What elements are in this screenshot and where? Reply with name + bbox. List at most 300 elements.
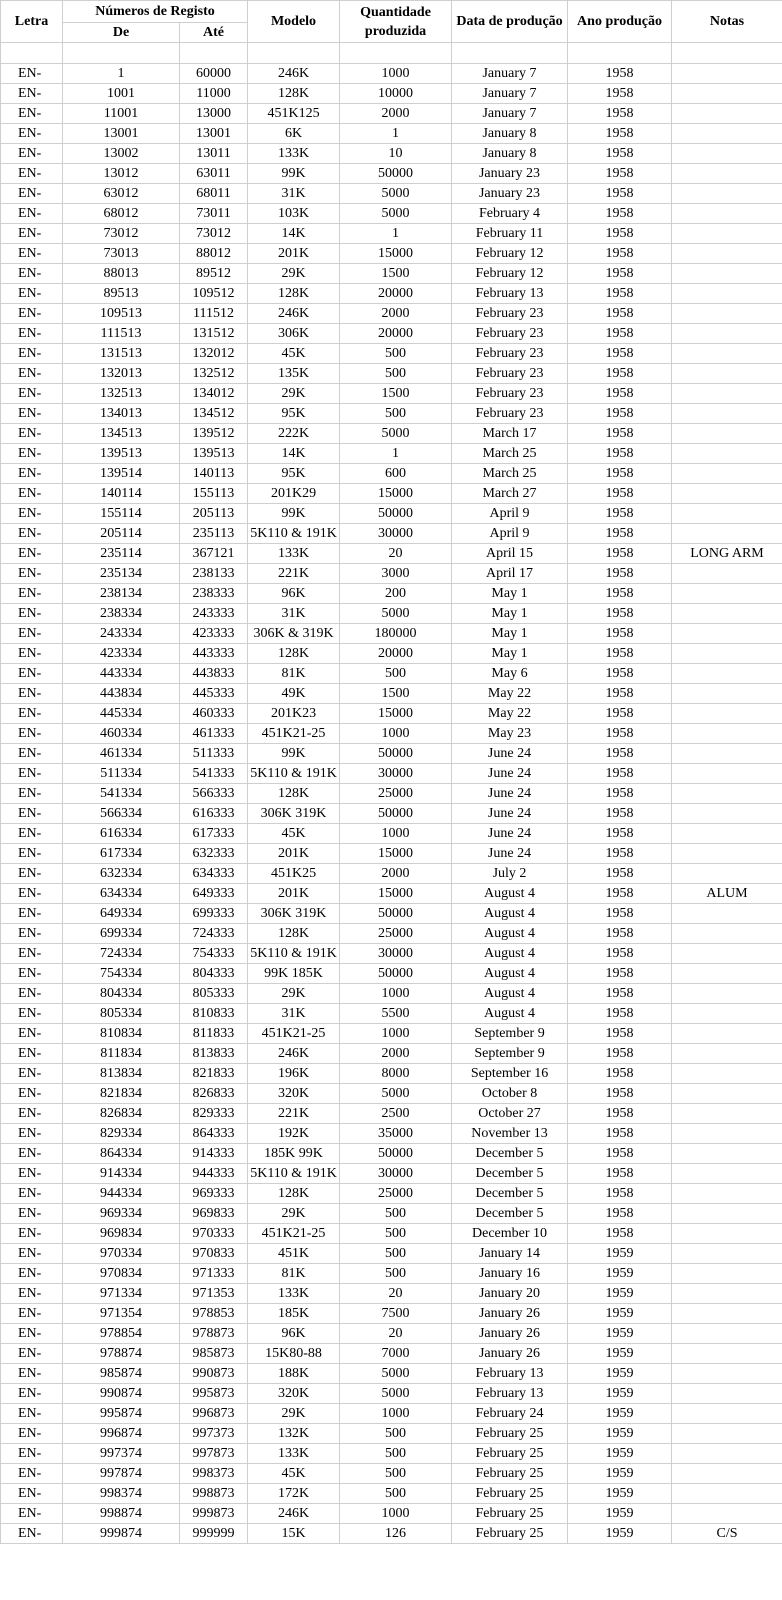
cell-modelo: 99K (248, 744, 340, 764)
cell-quantidade: 1000 (340, 1024, 452, 1044)
cell-ate: 443333 (180, 644, 248, 664)
cell-notas (672, 684, 782, 704)
header-notas: Notas (672, 1, 782, 43)
cell-data: January 7 (452, 104, 568, 124)
cell-de: 997874 (63, 1464, 180, 1484)
cell-quantidade: 600 (340, 464, 452, 484)
cell-ano: 1958 (568, 164, 672, 184)
cell-letra: EN- (1, 844, 63, 864)
cell-ano: 1958 (568, 424, 672, 444)
cell-data: August 4 (452, 1004, 568, 1024)
cell-letra: EN- (1, 684, 63, 704)
cell-quantidade: 30000 (340, 524, 452, 544)
cell-quantidade: 50000 (340, 804, 452, 824)
cell-de: 155114 (63, 504, 180, 524)
cell-quantidade: 30000 (340, 764, 452, 784)
cell-ate: 970333 (180, 1224, 248, 1244)
cell-ate: 132512 (180, 364, 248, 384)
cell-de: 978854 (63, 1324, 180, 1344)
cell-data: December 5 (452, 1204, 568, 1224)
cell-ano: 1958 (568, 544, 672, 564)
cell-de: 944334 (63, 1184, 180, 1204)
table-row (1, 1424, 782, 1444)
cell-data: August 4 (452, 904, 568, 924)
cell-modelo: 201K (248, 844, 340, 864)
cell-data: June 24 (452, 844, 568, 864)
cell-data: October 8 (452, 1084, 568, 1104)
cell-notas (672, 644, 782, 664)
table-row (1, 984, 782, 1004)
cell-ate: 134512 (180, 404, 248, 424)
table-row (1, 1404, 782, 1424)
cell-data: May 1 (452, 624, 568, 644)
cell-modelo: 192K (248, 1124, 340, 1144)
cell-ate: 969333 (180, 1184, 248, 1204)
cell-notas (672, 404, 782, 424)
cell-ano: 1958 (568, 284, 672, 304)
cell-letra: EN- (1, 444, 63, 464)
cell-de: 423334 (63, 644, 180, 664)
cell-data: May 1 (452, 644, 568, 664)
cell-letra: EN- (1, 764, 63, 784)
cell-letra: EN- (1, 1364, 63, 1384)
cell-ano: 1958 (568, 1024, 672, 1044)
cell-quantidade: 5000 (340, 204, 452, 224)
cell-modelo: 96K (248, 1324, 340, 1344)
cell-modelo: 185K (248, 1304, 340, 1324)
cell-ate: 13001 (180, 124, 248, 144)
cell-modelo: 246K (248, 304, 340, 324)
cell-data: May 22 (452, 684, 568, 704)
cell-data: November 13 (452, 1124, 568, 1144)
cell-ano: 1958 (568, 104, 672, 124)
cell-ano: 1958 (568, 704, 672, 724)
cell-letra: EN- (1, 124, 63, 144)
cell-de: 109513 (63, 304, 180, 324)
cell-ate: 978873 (180, 1324, 248, 1344)
cell-ano: 1959 (568, 1264, 672, 1284)
cell-de: 243334 (63, 624, 180, 644)
cell-ano: 1958 (568, 1124, 672, 1144)
cell-ano: 1959 (568, 1504, 672, 1524)
cell-ano: 1958 (568, 564, 672, 584)
cell-data: June 24 (452, 804, 568, 824)
table-row (1, 1064, 782, 1084)
cell-notas (672, 1264, 782, 1284)
cell-notas (672, 984, 782, 1004)
cell-ate: 699333 (180, 904, 248, 924)
cell-notas (672, 184, 782, 204)
cell-de: 864334 (63, 1144, 180, 1164)
cell-modelo: 306K 319K (248, 804, 340, 824)
cell-ano: 1958 (568, 1084, 672, 1104)
cell-letra: EN- (1, 584, 63, 604)
cell-ano: 1958 (568, 324, 672, 344)
cell-ano: 1959 (568, 1364, 672, 1384)
cell-de: 131513 (63, 344, 180, 364)
cell-ano: 1959 (568, 1344, 672, 1364)
cell-quantidade: 20 (340, 1324, 452, 1344)
cell-quantidade: 30000 (340, 944, 452, 964)
cell-modelo: 128K (248, 84, 340, 104)
cell-ate: 829333 (180, 1104, 248, 1124)
cell-modelo: 451K25 (248, 864, 340, 884)
cell-de: 88013 (63, 264, 180, 284)
cell-notas (672, 1284, 782, 1304)
cell-quantidade: 50000 (340, 964, 452, 984)
cell-letra: EN- (1, 864, 63, 884)
cell-notas (672, 64, 782, 84)
cell-modelo: 45K (248, 344, 340, 364)
table-row (1, 1264, 782, 1284)
table-row (1, 1024, 782, 1044)
cell-modelo: 451K (248, 1244, 340, 1264)
table-row (1, 884, 782, 904)
table-row (1, 304, 782, 324)
table-row (1, 1284, 782, 1304)
table-row (1, 944, 782, 964)
table-row (1, 564, 782, 584)
table-row (1, 384, 782, 404)
cell-letra: EN- (1, 1264, 63, 1284)
cell-data: August 4 (452, 944, 568, 964)
cell-notas (672, 324, 782, 344)
cell-de: 541334 (63, 784, 180, 804)
cell-de: 1 (63, 64, 180, 84)
cell-ate: 132012 (180, 344, 248, 364)
cell-quantidade: 20 (340, 544, 452, 564)
cell-quantidade: 1 (340, 124, 452, 144)
table-row (1, 204, 782, 224)
cell-ano: 1958 (568, 1104, 672, 1124)
cell-ano: 1958 (568, 624, 672, 644)
cell-letra: EN- (1, 604, 63, 624)
cell-ate: 617333 (180, 824, 248, 844)
cell-modelo: 31K (248, 184, 340, 204)
cell-ano: 1958 (568, 344, 672, 364)
cell-notas (672, 964, 782, 984)
table-row (1, 724, 782, 744)
cell-ate: 826833 (180, 1084, 248, 1104)
table-row (1, 84, 782, 104)
cell-letra: EN- (1, 1304, 63, 1324)
cell-ano: 1958 (568, 804, 672, 824)
cell-data: January 26 (452, 1324, 568, 1344)
cell-modelo: 31K (248, 1004, 340, 1024)
cell-modelo: 133K (248, 544, 340, 564)
cell-ate: 616333 (180, 804, 248, 824)
cell-quantidade: 15000 (340, 244, 452, 264)
header-numeros-registo: Números de Registo (63, 1, 248, 23)
cell-quantidade: 3000 (340, 564, 452, 584)
cell-ate: 999999 (180, 1524, 248, 1544)
cell-ate: 821833 (180, 1064, 248, 1084)
cell-ano: 1958 (568, 924, 672, 944)
cell-modelo: 5K110 & 191K (248, 1164, 340, 1184)
cell-data: June 24 (452, 764, 568, 784)
cell-ate: 978853 (180, 1304, 248, 1324)
table-row (1, 924, 782, 944)
cell-notas (672, 124, 782, 144)
cell-notas (672, 384, 782, 404)
cell-notas (672, 264, 782, 284)
cell-data: January 26 (452, 1344, 568, 1364)
cell-quantidade: 20000 (340, 284, 452, 304)
cell-data: January 8 (452, 124, 568, 144)
table-row (1, 164, 782, 184)
cell-modelo: 306K 319K (248, 904, 340, 924)
cell-ano: 1958 (568, 1204, 672, 1224)
cell-notas (672, 844, 782, 864)
cell-notas (672, 824, 782, 844)
cell-letra: EN- (1, 464, 63, 484)
table-row (1, 784, 782, 804)
cell-modelo: 99K (248, 164, 340, 184)
cell-ate: 511333 (180, 744, 248, 764)
cell-quantidade: 15000 (340, 704, 452, 724)
cell-data: August 4 (452, 884, 568, 904)
cell-modelo: 133K (248, 1284, 340, 1304)
cell-notas (672, 1144, 782, 1164)
cell-letra: EN- (1, 1504, 63, 1524)
cell-letra: EN- (1, 1424, 63, 1444)
cell-de: 89513 (63, 284, 180, 304)
table-row (1, 604, 782, 624)
table-row (1, 1364, 782, 1384)
cell-notas (672, 1064, 782, 1084)
cell-quantidade: 500 (340, 1444, 452, 1464)
cell-quantidade: 1000 (340, 64, 452, 84)
cell-modelo: 29K (248, 1204, 340, 1224)
cell-de: 995874 (63, 1404, 180, 1424)
table-row (1, 1504, 782, 1524)
cell-data: February 25 (452, 1484, 568, 1504)
cell-letra: EN- (1, 524, 63, 544)
cell-quantidade: 25000 (340, 784, 452, 804)
cell-notas (672, 1384, 782, 1404)
cell-ate: 205113 (180, 504, 248, 524)
cell-modelo: 31K (248, 604, 340, 624)
cell-modelo: 188K (248, 1364, 340, 1384)
table-row (1, 324, 782, 344)
cell-de: 235114 (63, 544, 180, 564)
table-row (1, 744, 782, 764)
table-row (1, 1084, 782, 1104)
cell-data: August 4 (452, 984, 568, 1004)
cell-data: January 7 (452, 84, 568, 104)
cell-letra: EN- (1, 1464, 63, 1484)
cell-modelo: 96K (248, 584, 340, 604)
cell-data: March 17 (452, 424, 568, 444)
cell-modelo: 201K23 (248, 704, 340, 724)
cell-letra: EN- (1, 164, 63, 184)
cell-data: April 17 (452, 564, 568, 584)
cell-notas (672, 364, 782, 384)
cell-modelo: 49K (248, 684, 340, 704)
cell-modelo: 95K (248, 404, 340, 424)
cell-modelo: 185K 99K (248, 1144, 340, 1164)
cell-ate: 461333 (180, 724, 248, 744)
cell-de: 810834 (63, 1024, 180, 1044)
cell-notas (672, 1124, 782, 1144)
cell-ano: 1958 (568, 1004, 672, 1024)
table-row (1, 364, 782, 384)
cell-notas (672, 904, 782, 924)
cell-quantidade: 20000 (340, 324, 452, 344)
table-row (1, 644, 782, 664)
cell-quantidade: 15000 (340, 844, 452, 864)
cell-data: February 23 (452, 324, 568, 344)
cell-quantidade: 8000 (340, 1064, 452, 1084)
cell-data: February 11 (452, 224, 568, 244)
table-row (1, 624, 782, 644)
cell-ano: 1958 (568, 304, 672, 324)
table-row (1, 1184, 782, 1204)
cell-ano: 1958 (568, 964, 672, 984)
cell-data: June 24 (452, 784, 568, 804)
cell-data: January 16 (452, 1264, 568, 1284)
cell-ano: 1958 (568, 904, 672, 924)
cell-notas (672, 164, 782, 184)
cell-modelo: 172K (248, 1484, 340, 1504)
cell-letra: EN- (1, 424, 63, 444)
cell-quantidade: 500 (340, 1204, 452, 1224)
cell-de: 73012 (63, 224, 180, 244)
cell-ano: 1958 (568, 944, 672, 964)
cell-de: 13012 (63, 164, 180, 184)
cell-data: May 22 (452, 704, 568, 724)
blank-row (1, 43, 782, 64)
cell-data: January 23 (452, 164, 568, 184)
cell-notas (672, 1184, 782, 1204)
cell-data: June 24 (452, 744, 568, 764)
cell-modelo: 133K (248, 144, 340, 164)
cell-quantidade: 5500 (340, 1004, 452, 1024)
cell-de: 111513 (63, 324, 180, 344)
cell-modelo: 128K (248, 784, 340, 804)
cell-ate: 155113 (180, 484, 248, 504)
cell-modelo: 306K (248, 324, 340, 344)
cell-ano: 1958 (568, 604, 672, 624)
cell-data: December 5 (452, 1164, 568, 1184)
table-row (1, 144, 782, 164)
cell-ate: 13000 (180, 104, 248, 124)
cell-modelo: 221K (248, 564, 340, 584)
cell-ate: 140113 (180, 464, 248, 484)
cell-data: February 13 (452, 284, 568, 304)
table-row (1, 544, 782, 564)
cell-quantidade: 500 (340, 1464, 452, 1484)
cell-ano: 1958 (568, 824, 672, 844)
cell-notas (672, 624, 782, 644)
cell-letra: EN- (1, 404, 63, 424)
cell-de: 132513 (63, 384, 180, 404)
cell-quantidade: 1000 (340, 724, 452, 744)
cell-ano: 1958 (568, 364, 672, 384)
cell-de: 205114 (63, 524, 180, 544)
cell-quantidade: 50000 (340, 904, 452, 924)
cell-data: December 5 (452, 1144, 568, 1164)
cell-quantidade: 5000 (340, 184, 452, 204)
cell-ano: 1959 (568, 1404, 672, 1424)
cell-ate: 139513 (180, 444, 248, 464)
cell-quantidade: 35000 (340, 1124, 452, 1144)
header-ate: Até (180, 23, 248, 43)
cell-letra: EN- (1, 624, 63, 644)
cell-letra: EN- (1, 1344, 63, 1364)
cell-letra: EN- (1, 1064, 63, 1084)
cell-quantidade: 7000 (340, 1344, 452, 1364)
cell-de: 969334 (63, 1204, 180, 1224)
cell-data: February 24 (452, 1404, 568, 1424)
cell-ano: 1958 (568, 584, 672, 604)
cell-letra: EN- (1, 1524, 63, 1544)
cell-letra: EN- (1, 224, 63, 244)
cell-ate: 460333 (180, 704, 248, 724)
cell-quantidade: 500 (340, 404, 452, 424)
cell-ate: 914333 (180, 1144, 248, 1164)
cell-de: 829334 (63, 1124, 180, 1144)
cell-notas (672, 1404, 782, 1424)
cell-ano: 1958 (568, 984, 672, 1004)
cell-notas (672, 564, 782, 584)
cell-ano: 1958 (568, 664, 672, 684)
cell-ano: 1959 (568, 1304, 672, 1324)
cell-ano: 1958 (568, 1064, 672, 1084)
cell-data: February 12 (452, 264, 568, 284)
cell-letra: EN- (1, 284, 63, 304)
cell-ate: 995873 (180, 1384, 248, 1404)
cell-notas (672, 1424, 782, 1444)
cell-letra: EN- (1, 484, 63, 504)
cell-ate: 13011 (180, 144, 248, 164)
cell-ate: 811833 (180, 1024, 248, 1044)
cell-letra: EN- (1, 904, 63, 924)
cell-de: 804334 (63, 984, 180, 1004)
cell-ano: 1958 (568, 744, 672, 764)
table-row (1, 1224, 782, 1244)
cell-ano: 1958 (568, 264, 672, 284)
table-row (1, 1044, 782, 1064)
cell-ate: 864333 (180, 1124, 248, 1144)
cell-de: 990874 (63, 1384, 180, 1404)
cell-notas (672, 784, 782, 804)
cell-letra: EN- (1, 944, 63, 964)
cell-notas (672, 524, 782, 544)
cell-notas (672, 304, 782, 324)
cell-data: January 26 (452, 1304, 568, 1324)
cell-de: 724334 (63, 944, 180, 964)
cell-modelo: 29K (248, 1404, 340, 1424)
table-row (1, 404, 782, 424)
cell-quantidade: 1500 (340, 384, 452, 404)
cell-ate: 970833 (180, 1244, 248, 1264)
cell-quantidade: 1000 (340, 1404, 452, 1424)
cell-notas (672, 584, 782, 604)
cell-de: 73013 (63, 244, 180, 264)
cell-notas (672, 704, 782, 724)
cell-data: January 14 (452, 1244, 568, 1264)
cell-modelo: 6K (248, 124, 340, 144)
cell-modelo: 99K (248, 504, 340, 524)
cell-data: January 8 (452, 144, 568, 164)
cell-ate: 445333 (180, 684, 248, 704)
cell-ate: 139512 (180, 424, 248, 444)
cell-data: May 6 (452, 664, 568, 684)
cell-modelo: 103K (248, 204, 340, 224)
cell-de: 235134 (63, 564, 180, 584)
cell-notas (672, 104, 782, 124)
